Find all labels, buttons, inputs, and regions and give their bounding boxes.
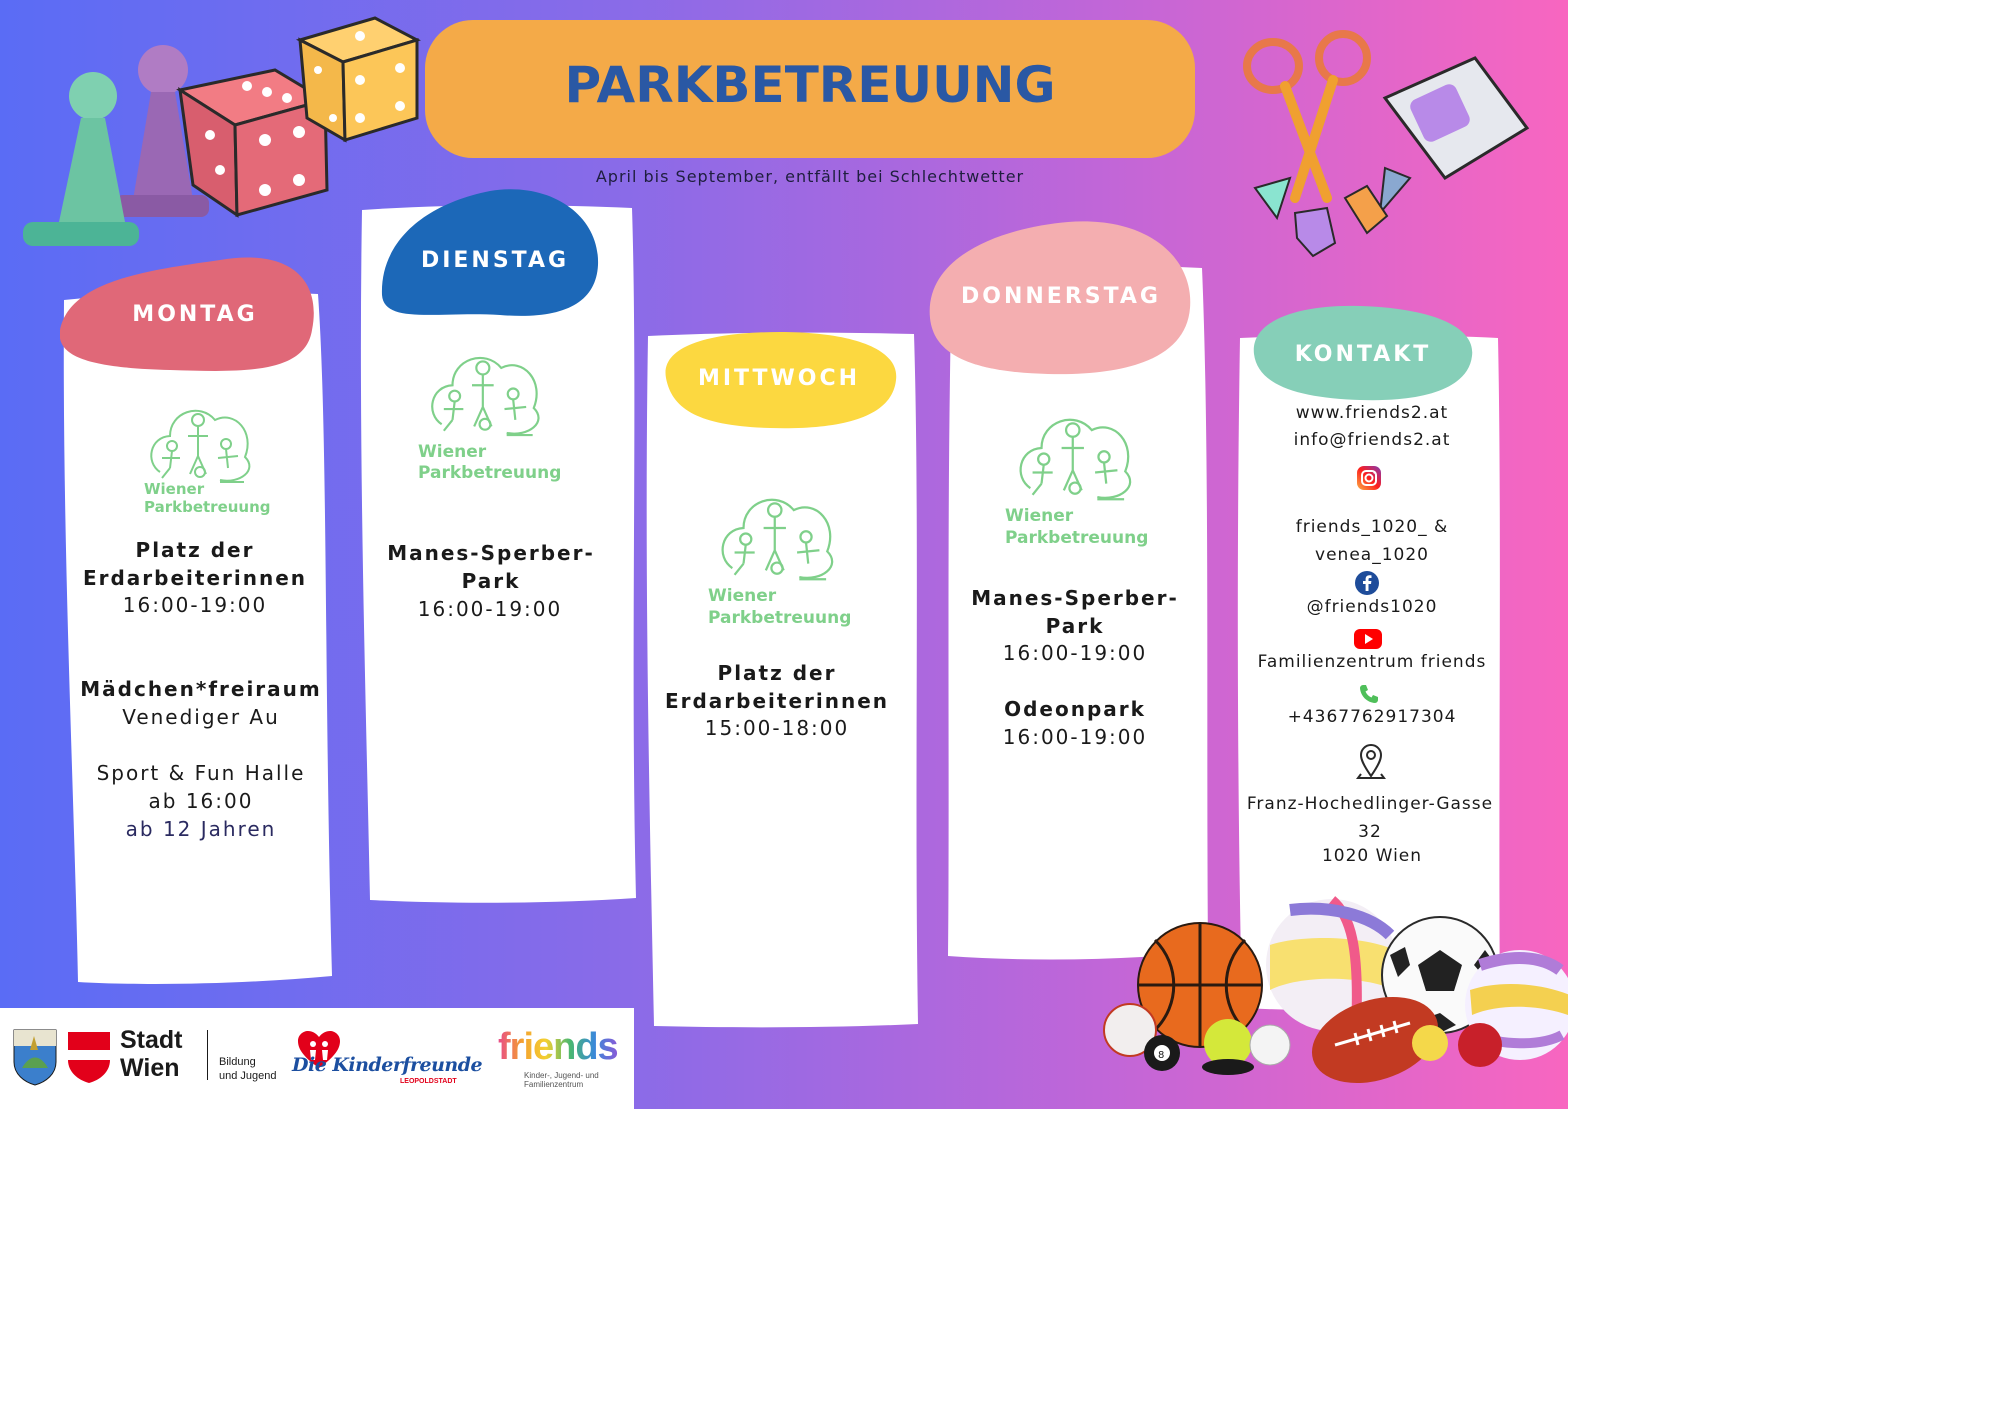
diamond-shape [1345,186,1387,233]
friends-logo-sub: Kinder-, Jugend- und Familienzentrum [524,1071,599,1089]
park-logo-wednesday-illustration [710,490,844,586]
park-logo-thursday-line2: Parkbetreuung [1005,528,1149,548]
green-pawn [23,72,139,246]
page-title: PARKBETREUUNG [564,56,1056,114]
hockey-puck [1202,1059,1254,1075]
subtitle: April bis September, entfällt bei Schlechtwetter [595,167,1025,186]
wednesday-label: MITTWOCH [697,366,861,391]
triangle-shape [1255,178,1290,218]
contact-website[interactable]: www.friends2.at [1295,403,1449,423]
contact-phone[interactable]: +4367762917304 [1287,707,1457,727]
monday-location-1-name: Platz der Erdarbeiterinnen [82,538,308,590]
youtube-icon[interactable] [1353,628,1383,650]
monday-location-2-sub: Venediger Au [122,705,280,729]
golf-ball [1250,1025,1290,1065]
tuesday-label: DIENSTAG [420,248,570,273]
monday-card [56,286,334,990]
park-logo-monday-line2: Parkbetreuung [144,498,271,516]
monday-location-3-time: ab 16:00 [148,789,254,813]
monday-location-3-note: ab 12 Jahren [125,817,277,841]
contact-facebook[interactable]: @friends1020 [1306,597,1438,617]
tuesday-location-1-name: Manes-Sperber-Park [387,541,595,593]
kinderfreunde-logo-text: Die Kinderfreunde [292,1054,483,1076]
contact-address-street: Franz-Hochedlinger-Gasse 32 [1246,794,1494,842]
instagram-icon[interactable] [1356,465,1382,491]
kinderfreunde-sub: LEOPOLDSTADT [400,1078,457,1085]
friends-logo-text [498,1026,618,1069]
stadt-wien-shield-icon [66,1030,112,1084]
yellow-ball [1412,1025,1448,1061]
friends-logo-wordmark: friends [498,1026,618,1068]
park-logo-tuesday-line2: Parkbetreuung [418,463,562,483]
title-banner [425,20,1195,158]
contact-address-city: 1020 Wien [1321,846,1423,866]
park-logo-monday-illustration [140,402,260,488]
contact-instagram[interactable]: friends_1020_ & venea_1020 [1295,517,1449,565]
yellow-die [300,18,417,140]
stadt-wien-line1: Stadt [120,1026,183,1054]
pentagon-shape [1295,208,1335,256]
monday-label: MONTAG [132,302,258,327]
park-logo-monday-line1: Wiener [144,480,205,498]
park-logo-wednesday-line2: Parkbetreuung [708,608,852,628]
location-pin-icon [1356,742,1386,780]
district-coat-of-arms-icon [12,1028,58,1086]
park-logo-tuesday-illustration [420,348,550,442]
sports-balls-illustration [1100,895,1568,1109]
sponsor-divider [207,1030,208,1080]
wednesday-location-1-time: 15:00-18:00 [704,716,850,740]
thursday-location-2-name: Odeonpark [1004,697,1146,721]
contact-label: KONTAKT [1294,342,1432,367]
park-logo-tuesday-line1: Wiener [418,442,487,462]
thursday-location-1-time: 16:00-19:00 [1002,641,1148,665]
phone-icon[interactable] [1358,683,1380,705]
cricket-ball [1458,1023,1502,1067]
tuesday-location-1-time: 16:00-19:00 [417,597,563,621]
thursday-location-2-time: 16:00-19:00 [1002,725,1148,749]
contact-youtube[interactable]: Familienzentrum friends [1257,652,1487,672]
park-logo-thursday-illustration [1008,410,1142,506]
thursday-label: DONNERSTAG [961,284,1161,309]
monday-location-3-name: Sport & Fun Halle [96,761,306,785]
bildung-line1: Bildung [219,1056,256,1068]
park-logo-thursday-line1: Wiener [1005,506,1074,526]
park-logo-wednesday-line1: Wiener [708,586,777,606]
bildung-line2: und Jugend [219,1070,277,1082]
svg-text:8: 8 [1158,1050,1165,1061]
wednesday-location-1-name: Platz der Erdarbeiterinnen [664,661,890,713]
thursday-location-1-name: Manes-Sperber-Park [971,586,1179,638]
glue-bottle [1380,58,1527,213]
contact-email[interactable]: info@friends2.at [1293,430,1451,450]
monday-location-2-name: Mädchen*freiraum [80,677,322,701]
scissors [1247,34,1367,198]
facebook-icon[interactable] [1354,570,1380,596]
stadt-wien-line2: Wien [120,1054,180,1082]
scissors-and-glue-illustration [1235,28,1535,263]
monday-location-1-time: 16:00-19:00 [122,593,268,617]
